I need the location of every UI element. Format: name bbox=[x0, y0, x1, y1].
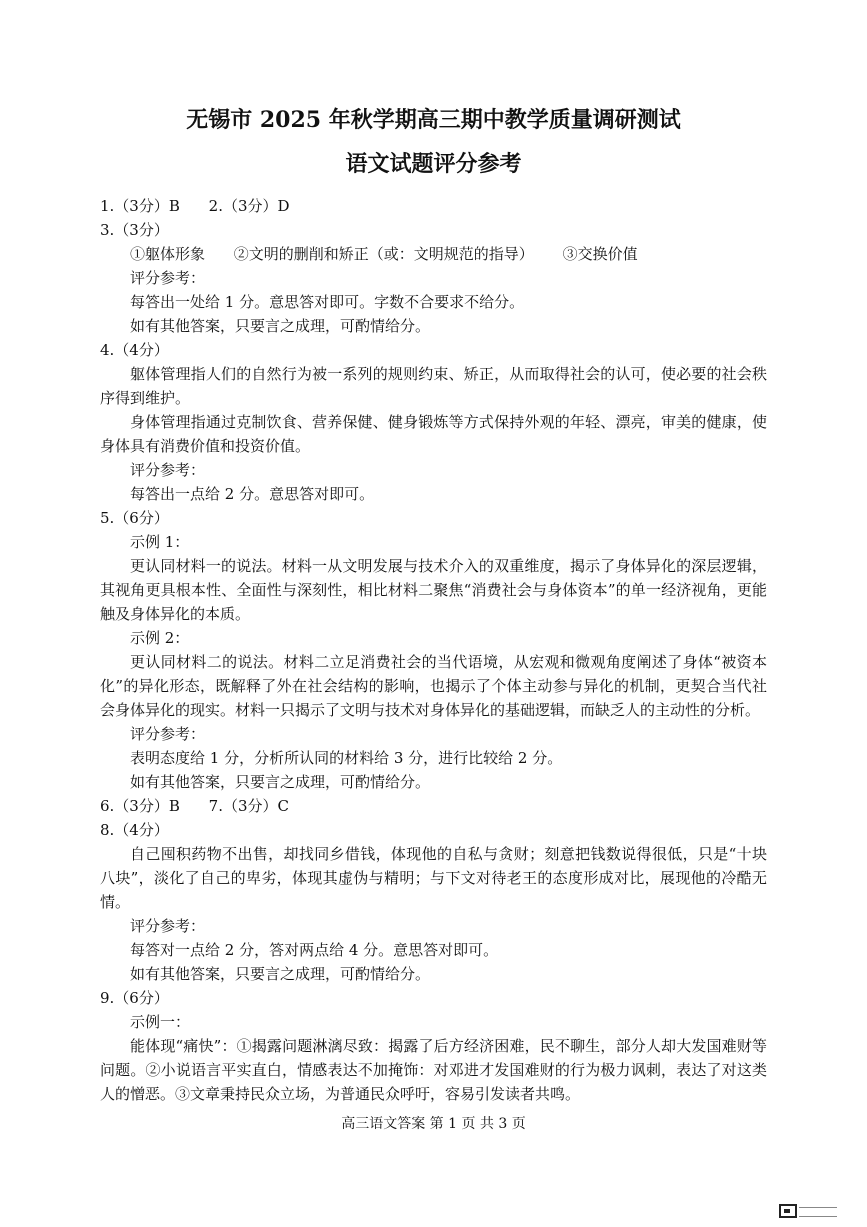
q5-score-1: 表明态度给 1 分，分析所认同的材料给 3 分，进行比较给 2 分。 bbox=[130, 749, 563, 767]
question-4-head: 4.（4分） bbox=[100, 341, 169, 359]
q5-example-2: 更认同材料二的说法。材料二立足消费社会的当代语境，从宏观和微观角度阐述了身体“被资本化”的异化形态，既解释了外在社会结构的影响，也揭示了个体主动参与异化的机制，更契合当代社会身体异化的现实。材料一只揭示了文明与技术对身体异化的基础逻辑，而缺乏人的主动性的分析。 bbox=[100, 653, 767, 719]
q5-example-2-label: 示例 2： bbox=[130, 629, 190, 647]
answer-2: 2.（3分）D bbox=[208, 197, 290, 215]
answer-7: 7.（3分）C bbox=[208, 797, 290, 815]
q8-score-1: 每答对一点给 2 分，答对两点给 4 分。意思答对即可。 bbox=[130, 941, 499, 959]
question-3-head: 3.（3分） bbox=[100, 221, 169, 239]
q5-score-2: 如有其他答案，只要言之成理，可酌情给分。 bbox=[130, 773, 431, 791]
question-5-head: 5.（6分） bbox=[100, 509, 169, 527]
q3-answer-3: ③交换价值 bbox=[562, 245, 638, 263]
q3-answer-2: ②文明的删削和矫正（或：文明规范的指导） bbox=[233, 245, 534, 263]
q4-score-1: 每答出一点给 2 分。意思答对即可。 bbox=[130, 485, 375, 503]
q8-score-label: 评分参考： bbox=[130, 917, 206, 935]
question-8-head: 8.（4分） bbox=[100, 821, 169, 839]
q9-example-label: 示例一： bbox=[130, 1013, 191, 1031]
question-9-head: 9.（6分） bbox=[100, 989, 169, 1007]
answer-6: 6.（3分）B bbox=[100, 797, 180, 815]
q4-paragraph-2: 身体管理指通过克制饮食、营养保健、健身锻炼等方式保持外观的年轻、漂亮，审美的健康，使身体具有消费价值和投资价值。 bbox=[100, 413, 767, 455]
page-subtitle: 语文试题评分参考 bbox=[345, 151, 522, 177]
answer-1: 1.（3分）B bbox=[100, 197, 180, 215]
q5-example-1: 更认同材料一的说法。材料一从文明发展与技术介入的双重维度，揭示了身体异化的深层逻辑，其视角更具根本性、全面性与深刻性，相比材料二聚焦“消费社会与身体资本”的单一经济视角，更能触及身体异化的本质。 bbox=[100, 557, 767, 623]
q5-score-label: 评分参考： bbox=[130, 725, 206, 743]
q9-paragraph-1: 能体现“痛快”：①揭露问题淋漓尽致：揭露了后方经济困难，民不聊生，部分人却大发国难财等问题。②小说语言平实直白，情感表达不加掩饰：对邓进才发国难财的行为极力讽刺，表达了对这类人的憎恶。③文章秉持民众立场，为普通民众呼吁，容易引发读者共鸣。 bbox=[100, 1037, 767, 1103]
watermark-logo bbox=[799, 1207, 837, 1217]
q3-score-1: 每答出一处给 1 分。意思答对即可。字数不合要求不给分。 bbox=[130, 293, 525, 311]
q3-answer-1: ①躯体形象 bbox=[130, 245, 206, 263]
q4-score-label: 评分参考： bbox=[130, 461, 206, 479]
answers-1-2 bbox=[100, 194, 767, 218]
q5-example-1-label: 示例 1： bbox=[130, 533, 190, 551]
qr-code-icon bbox=[779, 1204, 797, 1218]
q8-paragraph-1: 自己囤积药物不出售，却找同乡借钱，体现他的自私与贪财；刻意把钱数说得很低，只是“十块八块”，淡化了自己的卑劣，体现其虚伪与精明；与下文对待老王的态度形成对比，展现他的冷酷无情。 bbox=[100, 845, 767, 911]
page-title: 无锡市 2025 年秋学期高三期中教学质量调研测试 bbox=[186, 107, 681, 133]
q4-paragraph-1: 躯体管理指人们的自然行为被一系列的规则约束、矫正，从而取得社会的认可，使必要的社会秩序得到维护。 bbox=[100, 365, 767, 407]
question-3-answers bbox=[100, 242, 767, 266]
q3-score-label: 评分参考： bbox=[130, 269, 206, 287]
page-footer: 高三语文答案 第 1 页 共 3 页 bbox=[341, 1116, 526, 1132]
q3-score-2: 如有其他答案，只要言之成理，可酌情给分。 bbox=[130, 317, 431, 335]
answers-6-7 bbox=[100, 794, 767, 818]
q8-score-2: 如有其他答案，只要言之成理，可酌情给分。 bbox=[130, 965, 431, 983]
